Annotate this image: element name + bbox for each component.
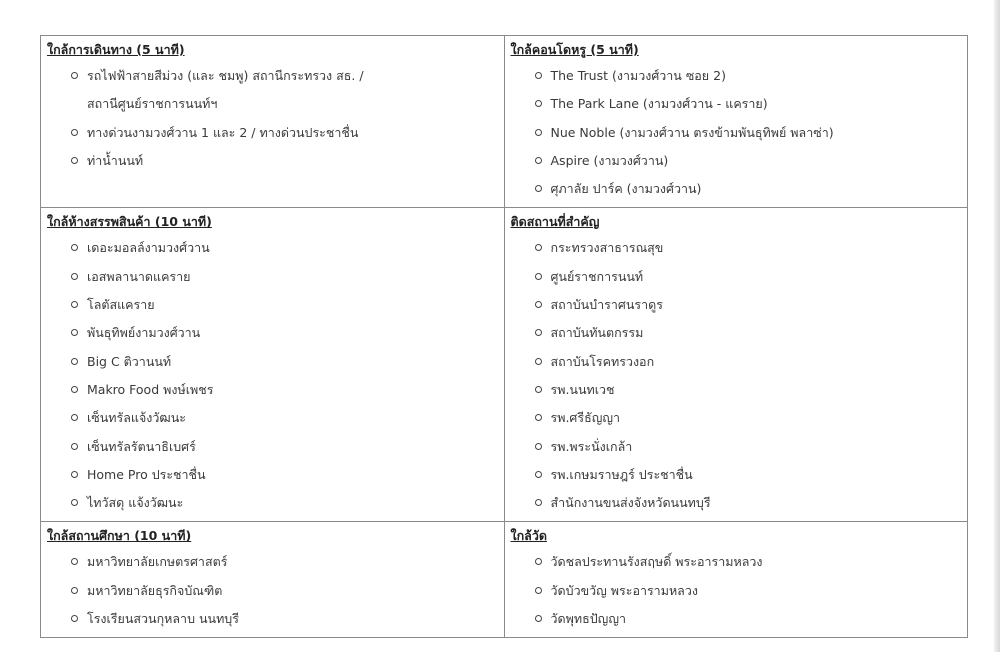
cell-near-malls [41, 208, 505, 522]
list-item: มหาวิทยาลัยเกษตรศาสตร์ [47, 548, 498, 576]
circle-bullet-icon [71, 157, 78, 164]
list-item: รพ.นนทเวช [511, 376, 962, 404]
circle-bullet-icon [535, 72, 542, 79]
list-item: เอสพลานาดแคราย [47, 263, 498, 291]
circle-bullet-icon [535, 100, 542, 107]
cell-near-places [504, 208, 968, 522]
list-item: Makro Food พงษ์เพชร [47, 376, 498, 404]
circle-bullet-icon [71, 358, 78, 365]
circle-bullet-icon [71, 443, 78, 450]
list-item: เดอะมอลล์งามวงศ์วาน [47, 234, 498, 262]
list-item: รถไฟฟ้าสายสีม่วง (และ ชมพู) สถานีกระทรวง สธ. / สถานีศูนย์ราชการนนท์ฯ [47, 62, 498, 119]
circle-bullet-icon [71, 244, 78, 251]
circle-bullet-icon [535, 443, 542, 450]
circle-bullet-icon [535, 129, 542, 136]
cell-near-schools [41, 522, 505, 638]
list-item: ไทวัสดุ แจ้งวัฒนะ [47, 489, 498, 517]
list-near-transit [47, 62, 498, 175]
list-item: สถาบันบำราศนราดูร [511, 291, 962, 319]
section-heading-near-temples: ใกล้วัด [510, 528, 547, 544]
cell-near-transit [41, 36, 505, 208]
location-table [40, 35, 968, 638]
list-item: วัดบัวขวัญ พระอารามหลวง [511, 577, 962, 605]
list-item: สถาบันโรคทรวงอก [511, 348, 962, 376]
list-item: รพ.พระนั่งเกล้า [511, 433, 962, 461]
circle-bullet-icon [71, 72, 78, 79]
list-item: โรงเรียนสวนกุหลาบ นนทบุรี [47, 605, 498, 633]
circle-bullet-icon [535, 471, 542, 478]
list-item: สำนักงานขนส่งจังหวัดนนทบุรี [511, 489, 962, 517]
circle-bullet-icon [71, 301, 78, 308]
circle-bullet-icon [71, 615, 78, 622]
circle-bullet-icon [535, 157, 542, 164]
list-item: รพ.เกษมราษฎร์ ประชาชื่น [511, 461, 962, 489]
list-near-places [511, 234, 962, 517]
list-item: Big C ติวานนท์ [47, 348, 498, 376]
list-item: ทางด่วนงามวงศ์วาน 1 และ 2 / ทางด่วนประชาชื่น [47, 119, 498, 147]
list-item: ท่าน้ำนนท์ [47, 147, 498, 175]
list-item: The Trust (งามวงศ์วาน ซอย 2) [511, 62, 962, 90]
section-heading-near-places: ติดสถานที่สำคัญ [510, 214, 600, 230]
list-item: Nue Noble (งามวงศ์วาน ตรงข้ามพันธุทิพย์ พลาซ่า) [511, 119, 962, 147]
circle-bullet-icon [535, 414, 542, 421]
circle-bullet-icon [71, 273, 78, 280]
list-item: วัดชลประทานรังสฤษดิ์ พระอารามหลวง [511, 548, 962, 576]
list-item: กระทรวงสาธารณสุข [511, 234, 962, 262]
circle-bullet-icon [71, 471, 78, 478]
circle-bullet-icon [535, 615, 542, 622]
circle-bullet-icon [535, 329, 542, 336]
circle-bullet-icon [71, 386, 78, 393]
circle-bullet-icon [71, 499, 78, 506]
circle-bullet-icon [535, 386, 542, 393]
list-near-malls [47, 234, 498, 517]
cell-near-condos [504, 36, 968, 208]
section-heading-near-condos: ใกล้คอนโดหรู (5 นาที) [510, 42, 639, 57]
circle-bullet-icon [535, 244, 542, 251]
list-item: เซ็นทรัลแจ้งวัฒนะ [47, 404, 498, 432]
section-heading-near-malls: ใกล้ห้างสรรพสินค้า (10 นาที) [47, 214, 212, 230]
circle-bullet-icon [535, 499, 542, 506]
list-item: รพ.ศรีธัญญา [511, 404, 962, 432]
list-near-schools [47, 548, 498, 633]
cell-near-temples [504, 522, 968, 638]
circle-bullet-icon [535, 358, 542, 365]
list-item: โลตัสแคราย [47, 291, 498, 319]
circle-bullet-icon [71, 558, 78, 565]
list-item: เซ็นทรัลรัตนาธิเบศร์ [47, 433, 498, 461]
circle-bullet-icon [535, 273, 542, 280]
circle-bullet-icon [535, 185, 542, 192]
list-near-temples [511, 548, 962, 633]
list-item: พันธุทิพย์งามวงศ์วาน [47, 319, 498, 347]
list-item: The Park Lane (งามวงศ์วาน - แคราย) [511, 90, 962, 118]
circle-bullet-icon [71, 129, 78, 136]
list-item: Home Pro ประชาชื่น [47, 461, 498, 489]
circle-bullet-icon [535, 301, 542, 308]
circle-bullet-icon [71, 329, 78, 336]
list-item: สถาบันทันตกรรม [511, 319, 962, 347]
list-item: มหาวิทยาลัยธุรกิจบัณฑิต [47, 577, 498, 605]
list-near-condos [511, 62, 962, 203]
circle-bullet-icon [71, 414, 78, 421]
section-heading-near-transit: ใกล้การเดินทาง (5 นาที) [47, 42, 185, 57]
list-item: วัดพุทธปัญญา [511, 605, 962, 633]
section-heading-near-schools: ใกล้สถานศึกษา (10 นาที) [47, 528, 192, 544]
list-item: ศูนย์ราชการนนท์ [511, 263, 962, 291]
circle-bullet-icon [535, 558, 542, 565]
list-item: Aspire (งามวงศ์วาน) [511, 147, 962, 175]
circle-bullet-icon [71, 587, 78, 594]
list-item: ศุภาลัย ปาร์ค (งามวงศ์วาน) [511, 175, 962, 203]
circle-bullet-icon [535, 587, 542, 594]
